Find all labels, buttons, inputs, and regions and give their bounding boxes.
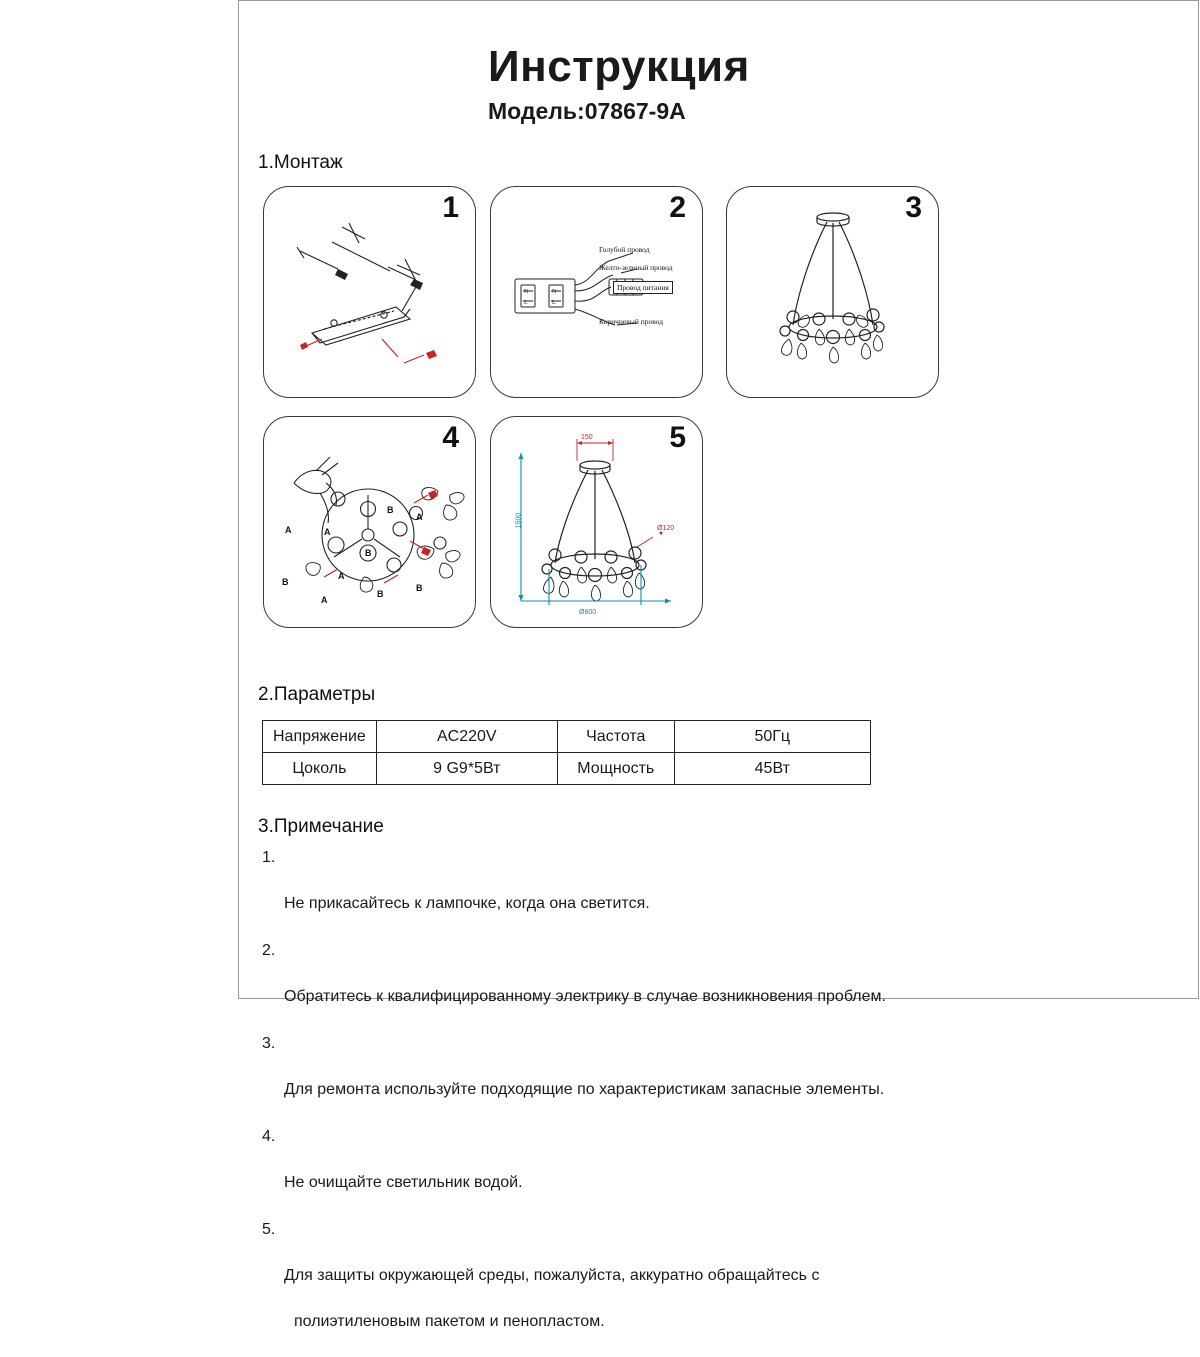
param-value-power: 45Вт <box>674 753 870 785</box>
dimension-ball-120: Ø120 <box>657 525 675 532</box>
step-4-drawing <box>264 417 477 629</box>
param-value-voltage: AC220V <box>376 721 557 753</box>
note-text: Для ремонта используйте подходящие по характеристикам запасные элементы. <box>284 1081 885 1098</box>
part-label-b-3: B <box>282 577 289 587</box>
note-text: Обратитесь к квалифицированному электрику в случае возникновения проблем. <box>284 988 886 1005</box>
note-index: 4. <box>262 1128 276 1145</box>
label-yellow-green-wire: Желто-зеленый провод <box>599 263 673 272</box>
param-label-voltage: Напряжение <box>263 721 377 753</box>
list-item <box>262 1125 962 1217</box>
note-index: 3. <box>262 1035 276 1052</box>
svg-text:L: L <box>524 300 528 306</box>
dimension-top-150: 150 <box>581 434 593 441</box>
param-label-socket: Цоколь <box>263 753 377 785</box>
list-item <box>262 1218 962 1356</box>
step-5-number: 5 <box>669 421 686 454</box>
dimension-height-1500: 1500 <box>515 512 523 529</box>
step-1-drawing <box>264 187 477 399</box>
param-label-frequency: Частота <box>557 721 674 753</box>
param-value-socket: 9 G9*5Вт <box>376 753 557 785</box>
table-row <box>263 753 871 785</box>
label-brown-wire: Коричневый провод <box>599 317 664 326</box>
label-power-wire: Провод питания <box>613 281 673 294</box>
part-label-a-4: A <box>338 571 345 581</box>
step-5-illustration <box>490 416 703 628</box>
list-item <box>262 939 962 1031</box>
step-5-drawing <box>491 417 704 629</box>
svg-text:N: N <box>552 289 557 295</box>
notes-list <box>262 846 962 1357</box>
note-text: Для защиты окружающей среды, пожалуйста, аккуратно обращайтесь с <box>284 1267 820 1284</box>
part-label-a-2: A <box>324 527 331 537</box>
step-3-drawing <box>727 187 940 399</box>
step-1-illustration <box>263 186 476 398</box>
page-content <box>258 28 1178 1330</box>
param-value-frequency: 50Гц <box>674 721 870 753</box>
note-text: Не очищайте светильник водой. <box>284 1174 523 1191</box>
part-label-b-4: B <box>377 589 384 599</box>
step-3-number: 3 <box>905 191 922 224</box>
step-2-illustration <box>490 186 703 398</box>
section-heading-mounting: 1.Монтаж <box>258 152 343 173</box>
parameters-table <box>262 720 871 785</box>
part-label-a-1: A <box>285 525 292 535</box>
note-text-continuation: полиэтиленовым пакетом и пенопластом. <box>294 1313 605 1330</box>
param-label-power: Мощность <box>557 753 674 785</box>
note-index: 2. <box>262 942 276 959</box>
step-4-illustration <box>263 416 476 628</box>
table-row <box>263 721 871 753</box>
note-index: 1. <box>262 849 276 866</box>
note-text: Не прикасайтесь к лампочке, когда она светится. <box>284 895 650 912</box>
label-blue-wire: Голубой провод <box>599 245 650 254</box>
dimension-diameter-800: Ø800 <box>579 609 597 616</box>
part-label-b-5: B <box>416 583 423 593</box>
page-title: Инструкция <box>488 42 750 91</box>
model-number: Модель:07867-9A <box>488 98 686 124</box>
step-2-number: 2 <box>669 191 686 224</box>
part-label-a-3: A <box>416 512 423 522</box>
list-item <box>262 846 962 938</box>
part-label-b-2: B <box>365 548 372 558</box>
list-item <box>262 1032 962 1124</box>
step-1-number: 1 <box>442 191 459 224</box>
step-4-number: 4 <box>442 421 459 454</box>
part-label-b-1: B <box>387 505 394 515</box>
section-heading-parameters: 2.Параметры <box>258 684 376 705</box>
svg-text:L: L <box>552 300 556 306</box>
step-3-illustration <box>726 186 939 398</box>
svg-text:N: N <box>524 289 529 295</box>
part-label-a-5: A <box>321 595 328 605</box>
note-index: 5. <box>262 1221 276 1238</box>
section-heading-notes: 3.Примечание <box>258 816 384 837</box>
